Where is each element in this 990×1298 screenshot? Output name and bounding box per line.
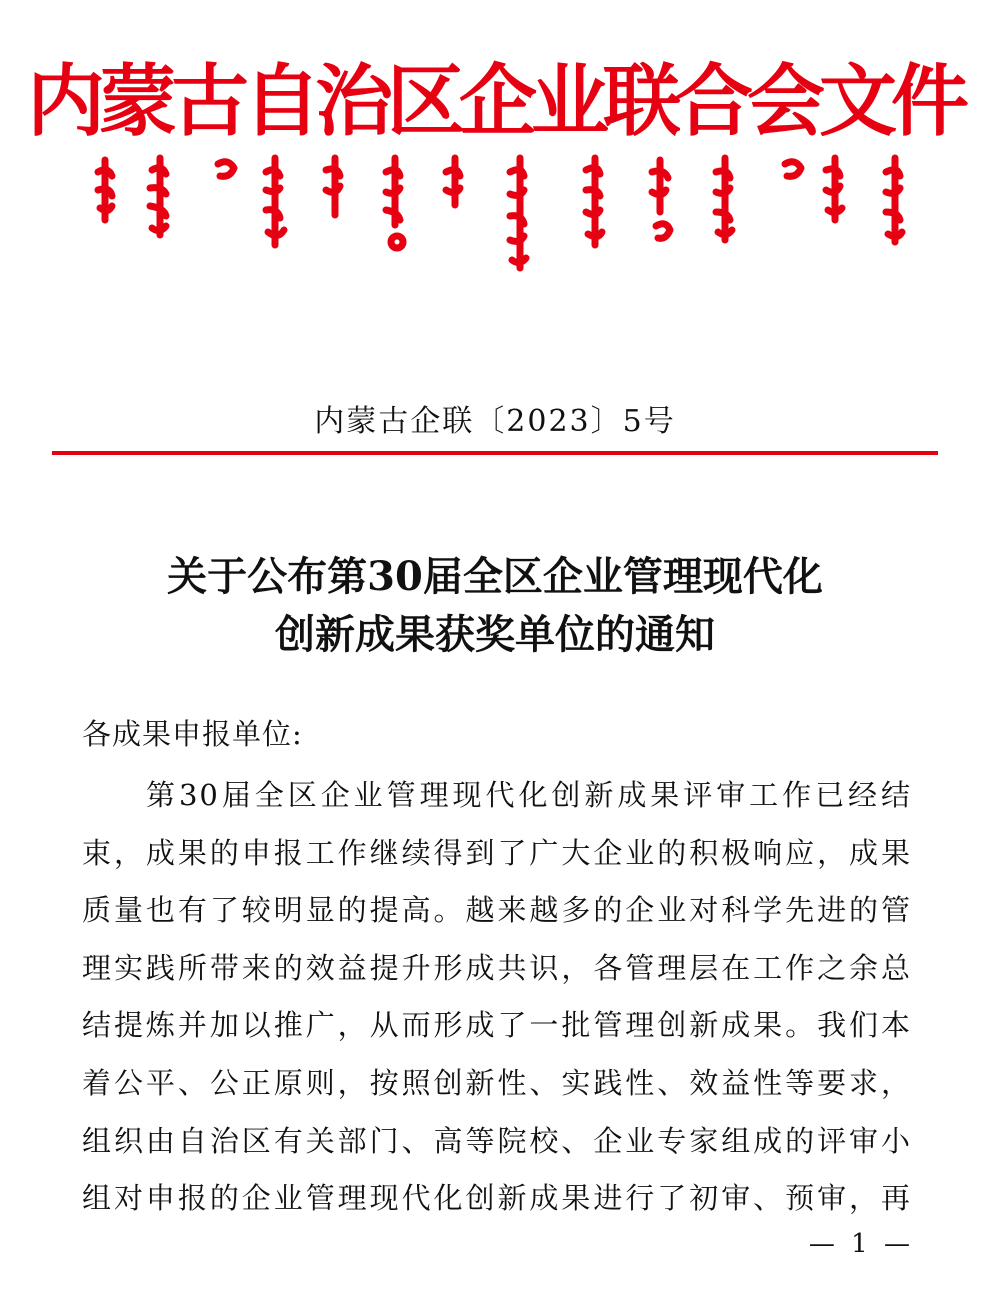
body-line: 理实践所带来的效益提升形成共识，各管理层在工作之余总: [82, 950, 912, 985]
title-line-2: 创新成果获奖单位的通知: [275, 611, 715, 658]
salutation: 各成果申报单位:: [82, 717, 303, 751]
body-line: 结提炼并加以推广，从而形成了一批管理创新成果。我们本: [82, 1008, 912, 1043]
body-paragraph: [82, 767, 912, 1228]
header-divider: [52, 451, 938, 455]
body-line: 着公平、公正原则，按照创新性、实践性、效益性等要求，: [82, 1065, 912, 1100]
document-title: [0, 548, 990, 664]
body-line: 第30届全区企业管理现代化创新成果评审工作已经结: [146, 778, 912, 812]
title-line-1: 关于公布第30届全区企业管理现代化: [167, 553, 823, 600]
body-line: 束，成果的申报工作继续得到了广大企业的积极响应，成果: [82, 835, 912, 870]
page-number: — 1 —: [808, 1229, 914, 1259]
document-number: 内蒙古企联〔2023〕5号: [314, 404, 676, 439]
body-line: 组对申报的企业管理现代化创新成果进行了初审、预审，再: [82, 1181, 912, 1216]
mongolian-script-icon: [90, 150, 920, 275]
body-line: 质量也有了较明显的提高。越来越多的企业对科学先进的管: [82, 893, 912, 928]
org-header-title: 内蒙古自治区企业联合会文件: [26, 56, 963, 147]
body-line: 组织由自治区有关部门、高等院校、企业专家组成的评审小: [82, 1123, 912, 1158]
